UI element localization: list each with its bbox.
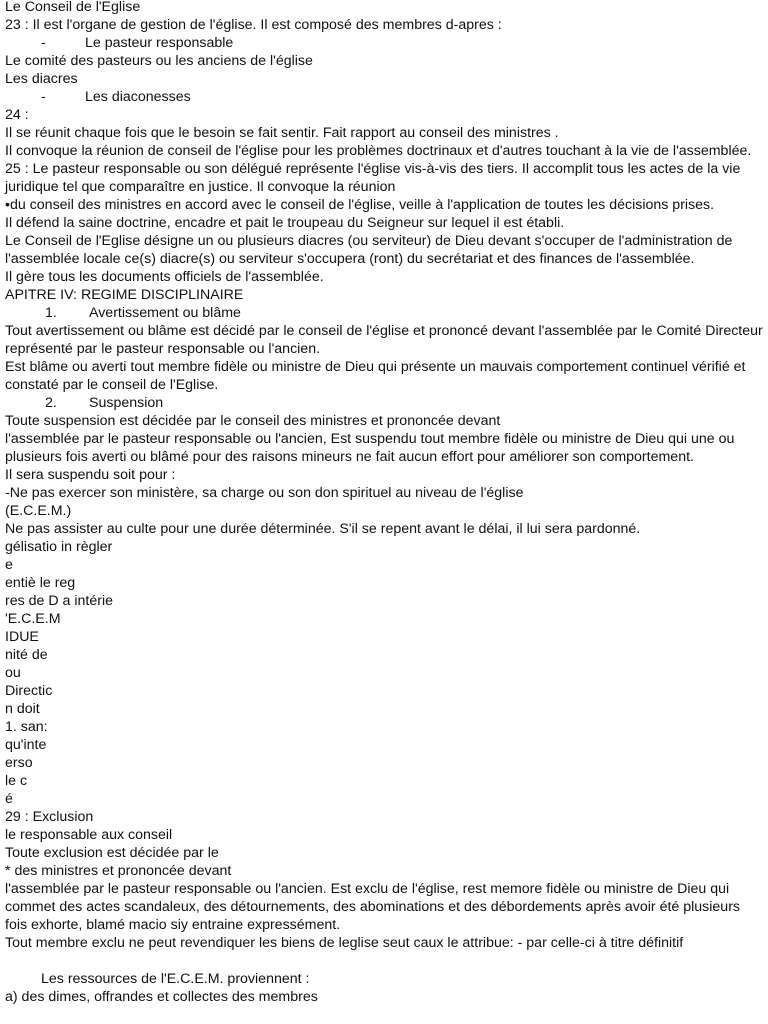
text-line: Le comité des pasteurs ou les anciens de l'église [5, 53, 313, 69]
number-marker: 1. [45, 305, 57, 321]
paragraph: Tout avertissement ou blâme est décidé par le conseil de l'église et prononcé devant l'assemblée par le Comité Directeur représenté par le pasteur responsable ou l'ancien. [5, 323, 763, 357]
article-paragraph: 23 : Il est l'organe de gestion de l'église. Il est composé des membres d-apres : [5, 17, 502, 33]
text-line: * des ministres et prononcée devant [5, 863, 232, 879]
bullet-item [5, 34, 763, 52]
paragraph: Il convoque la réunion de conseil de l'église pour les problèmes doctrinaux et d'autres touchant à la vie de l'assemblée. [5, 143, 752, 159]
text-line: Ne pas assister au culte pour une durée déterminée. S'il se repent avant le délai, il lui sera pardonné. [5, 521, 641, 537]
fragment-line: qu'inte [5, 737, 47, 753]
numbered-heading [5, 394, 763, 412]
text-line: -Ne pas exercer son ministère, sa charge ou son don spirituel au niveau de l'église [5, 485, 524, 501]
fragment-line: 1. san: [5, 719, 48, 735]
section-heading: Le Conseil de l'Eglise [5, 0, 141, 15]
bullet-marker: - [41, 35, 46, 51]
text-line: Les diacres [5, 71, 78, 87]
text-line: Les ressources de l'E.C.E.M. proviennent : [41, 971, 310, 987]
fragment-line: gélisatio in règler [5, 539, 113, 555]
paragraph: Le Conseil de l'Eglise désigne un ou plusieurs diacres (ou serviteur) de Dieu devant s'occuper de l'administration de l'assemblée locale ce(s) diacre(s) ou serviteur s'occupera (ront) du secrétariat et des finances de l'assemblée. [5, 233, 733, 267]
numbered-heading-text: Avertissement ou blâme [89, 305, 241, 321]
bullet-item [5, 88, 763, 106]
text-line: •du conseil des ministres en accord avec le conseil de l'église, veille à l'application de toutes les décisions prises. [5, 197, 715, 213]
text-line: Il gère tous les documents officiels de l'assemblée. [5, 269, 324, 285]
text-line: Il sera suspendu soit pour : [5, 467, 176, 483]
article-number: 24 : [5, 107, 29, 123]
number-marker: 2. [45, 395, 57, 411]
fragment-line: ou [5, 665, 21, 681]
text-line: a) des dimes, offrandes et collectes des membres [5, 989, 318, 1005]
fragment-line: res de D a intérie [5, 593, 114, 609]
bullet-marker: - [41, 89, 46, 105]
paragraph: l'assemblée par le pasteur responsable ou l'ancien, Est suspendu tout membre fidèle ou ministre de Dieu qui une ou plusieurs fois averti ou blâmé pour des raisons mineurs ne fait aucun effort pour améliorer son comportement. [5, 431, 735, 465]
bullet-text: Les diaconesses [85, 89, 191, 105]
text-line: (E.C.E.M.) [5, 503, 72, 519]
fragment-line: n doit [5, 701, 40, 717]
article-paragraph: 25 : Le pasteur responsable ou son délégué représente l'église vis-à-vis des tiers. Il accomplit tous les actes de la vie juridique tel que comparaître en justice. Il convoque la réunion [5, 161, 741, 195]
fragment-line: é [5, 791, 13, 807]
text-line: Toute suspension est décidée par le conseil des ministres et prononcée devant [5, 413, 501, 429]
paragraph: Est blâme ou averti tout membre fidèle ou ministre de Dieu qui présente un mauvais comportement continuel vérifié et constaté par le conseil de l'Eglise. [5, 359, 746, 393]
article-heading: 29 : Exclusion [5, 809, 94, 825]
fragment-line: erso [5, 755, 33, 771]
fragment-line: le c [5, 773, 28, 789]
text-line: Toute exclusion est décidée par le [5, 845, 219, 861]
numbered-heading-text: Suspension [89, 395, 164, 411]
fragment-line: Directic [5, 683, 53, 699]
paragraph: l'assemblée par le pasteur responsable ou l'ancien. Est exclu de l'église, rest memore fidèle ou ministre de Dieu qui commet des actes scandaleux, des détournements, des abominations et des débordements après avoir été plusieurs fois exhorte, blamé macio siy entraine expressément. [5, 881, 741, 933]
numbered-heading [5, 304, 763, 322]
fragment-line: e [5, 557, 13, 573]
fragment-line: 'E.C.E.M [5, 611, 61, 627]
text-line: Il se réunit chaque fois que le besoin se fait sentir. Fait rapport au conseil des ministres . [5, 125, 559, 141]
bullet-text: Le pasteur responsable [85, 35, 234, 51]
document-page [5, 0, 763, 1006]
chapter-heading: APITRE IV: REGIME DISCIPLINAIRE [5, 287, 244, 303]
text-line: Il défend la saine doctrine, encadre et pait le troupeau du Seigneur sur lequel il est établi. [5, 215, 565, 231]
blank-line [5, 952, 763, 970]
fragment-line: nité de [5, 647, 48, 663]
text-line: Tout membre exclu ne peut revendiquer les biens de leglise seut caux le attribue: - par celle-ci à titre définitif [5, 935, 684, 951]
text-line: le responsable aux conseil [5, 827, 173, 843]
fragment-line: entiè le reg [5, 575, 76, 591]
fragment-line: IDUE [5, 629, 39, 645]
